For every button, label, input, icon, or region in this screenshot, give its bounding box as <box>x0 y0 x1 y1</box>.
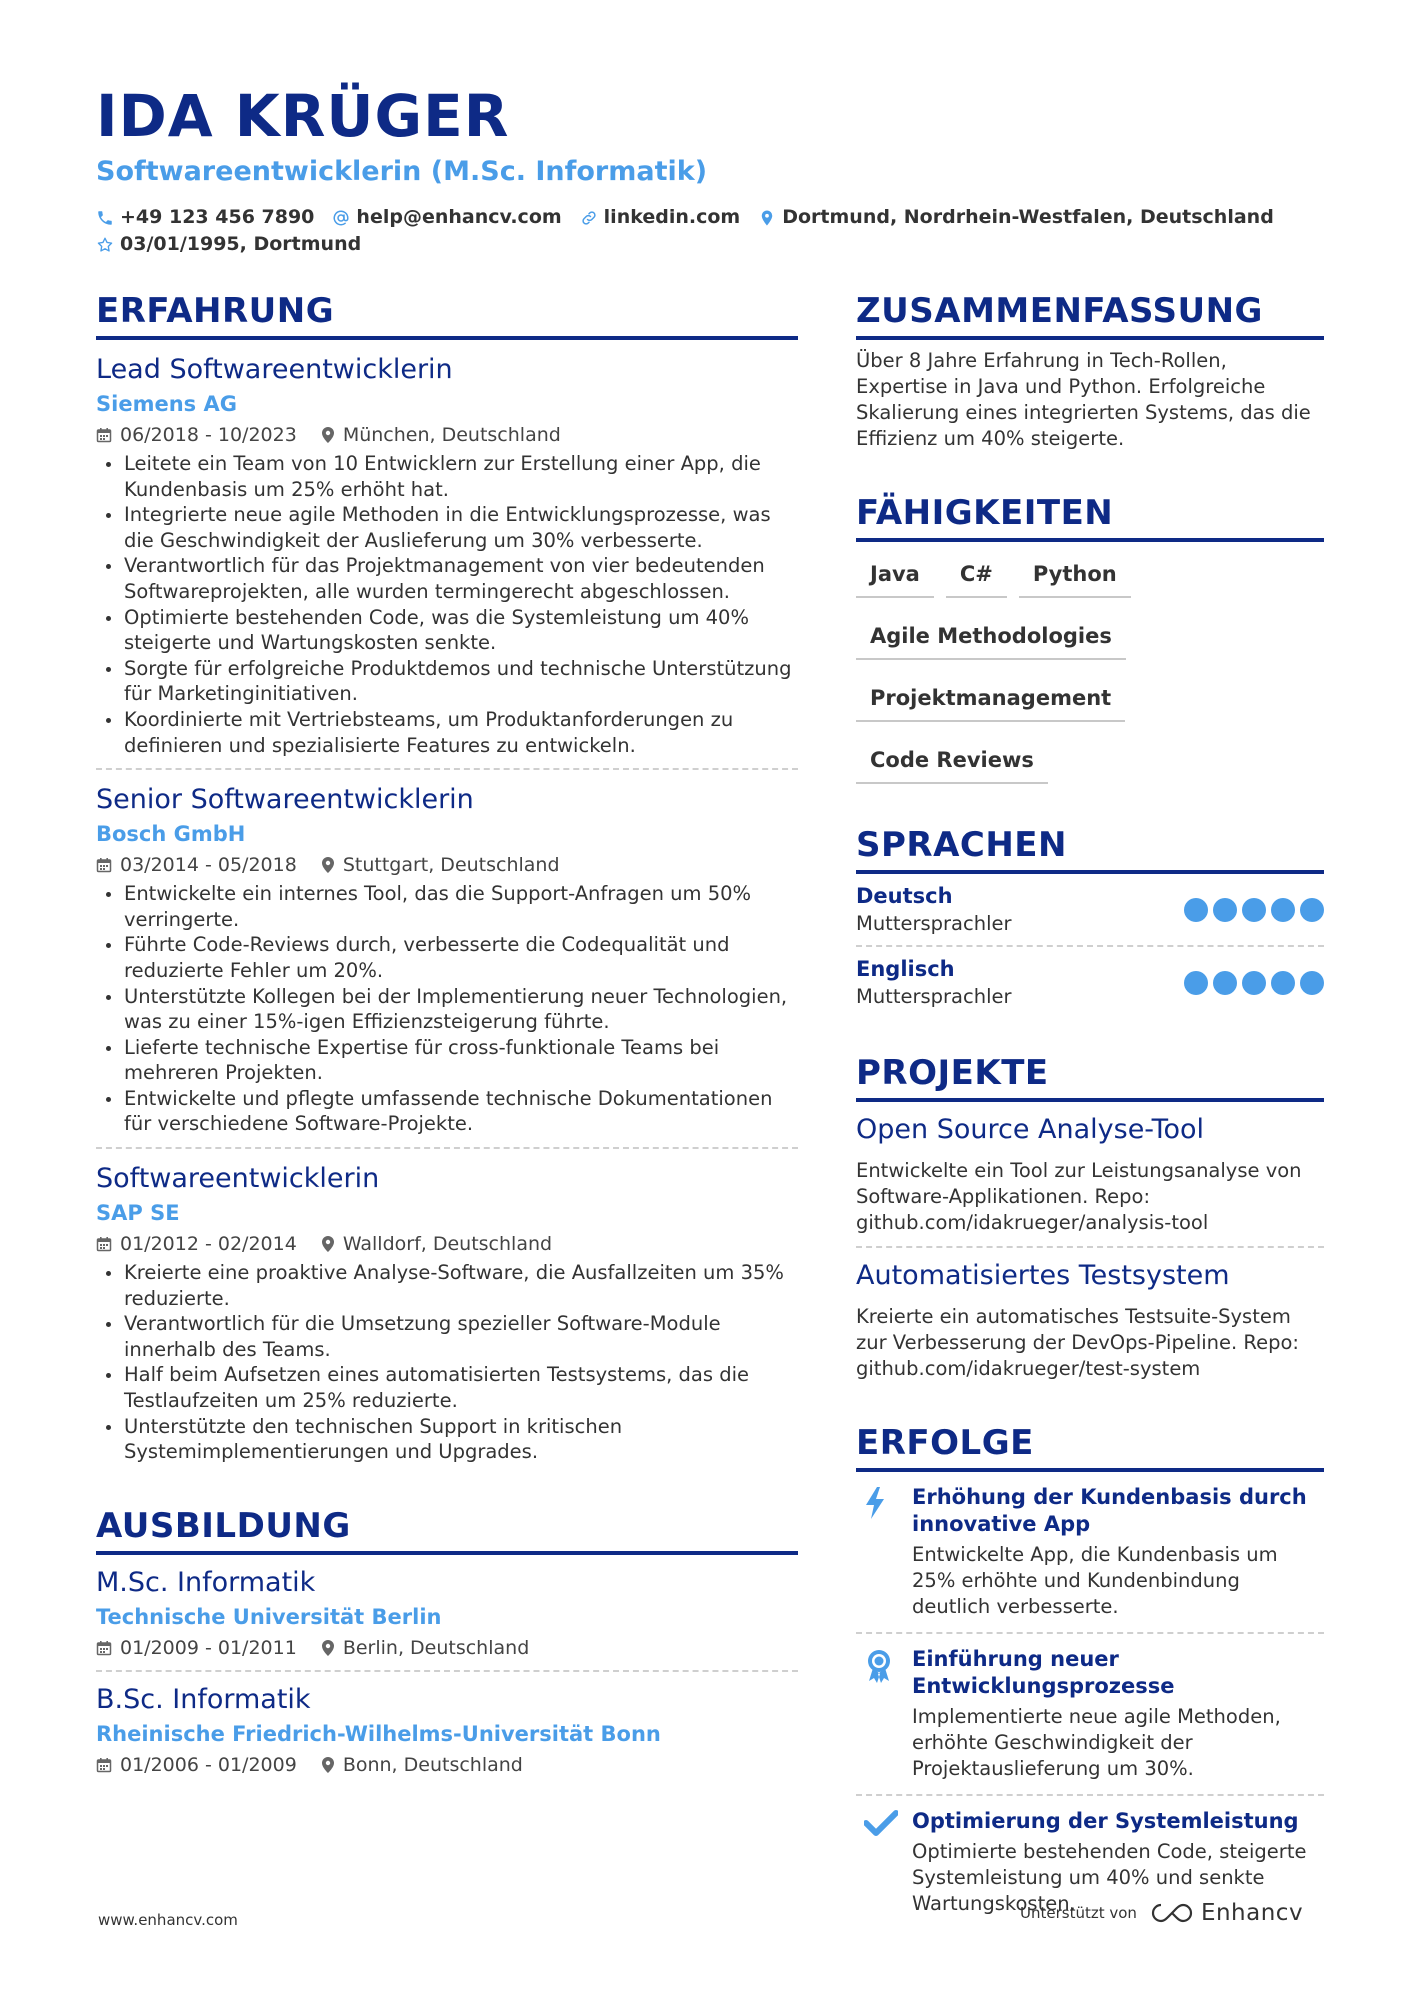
summary-text: Über 8 Jahre Erfahrung in Tech-Rollen, Expertise in Java und Python. Erfolgreiche Skalierung eines integrierten Systems, das die Effizienz um 40% steigerte. <box>856 349 1311 450</box>
right-column <box>856 290 1324 1929</box>
skill-tag: Code Reviews <box>856 740 1048 784</box>
link-icon <box>580 209 598 227</box>
project-title: Open Source Analyse-Tool <box>856 1114 1205 1145</box>
powered-by-label: Unterstützt von <box>1020 1904 1137 1922</box>
degree: B.Sc. Informatik <box>96 1683 311 1715</box>
language-item <box>856 874 1324 945</box>
project-title: Automatisiertes Testsystem <box>856 1260 1230 1291</box>
location-text: Dortmund, Nordrhein-Westfalen, Deutschland <box>782 206 1274 228</box>
project-description: Entwickelte ein Tool zur Leistungsanalyse von Software-Applikationen. Repo: github.com/idakrueger/analysis-tool <box>856 1159 1302 1234</box>
achievement-item <box>856 1472 1324 1632</box>
education-meta <box>96 1751 798 1779</box>
rating-dot <box>1300 898 1324 922</box>
email-text: help@enhancv.com <box>356 206 562 228</box>
achievement-title: Optimierung der Systemleistung <box>912 1809 1299 1833</box>
bullet-item: Unterstützte den technischen Support in kritischen Systemimplementierungen und Upgrades. <box>96 1414 798 1465</box>
summary-title: ZUSAMMENFASSUNG <box>856 290 1324 340</box>
achievement-title: Einführung neuer Entwicklungsprozesse <box>912 1647 1175 1698</box>
education-title: AUSBILDUNG <box>96 1505 798 1555</box>
enhancv-brand: Enhancv <box>1200 1900 1304 1926</box>
star-icon <box>96 236 114 254</box>
at-icon <box>332 209 350 227</box>
job-meta <box>96 421 798 449</box>
language-level: Muttersprachler <box>856 985 1012 1008</box>
rating-dot <box>1271 971 1295 995</box>
job-role: Senior Softwareentwicklerin <box>96 784 474 816</box>
skills-title: FÄHIGKEITEN <box>856 492 1324 542</box>
school: Technische Universität Berlin <box>96 1604 442 1629</box>
bullet-item: Führte Code-Reviews durch, verbesserte die Codequalität und reduzierte Fehler um 20%. <box>96 932 798 983</box>
enhancv-logo-icon <box>1149 1901 1195 1925</box>
job-company: Siemens AG <box>96 392 237 416</box>
job-bullets <box>96 1260 798 1465</box>
rating-dot <box>1213 971 1237 995</box>
bullet-item: Integrierte neue agile Methoden in die Entwicklungsprozesse, was die Geschwindigkeit der Auslieferung um 30% verbesserte. <box>96 502 798 553</box>
projects-title: PROJEKTE <box>856 1052 1324 1102</box>
contact-location <box>758 204 1274 231</box>
job-location: München, Deutschland <box>342 424 561 446</box>
rating-dot <box>1242 898 1266 922</box>
education-dates: 01/2009 - 01/2011 <box>120 1636 297 1659</box>
job-bullets <box>96 881 798 1137</box>
achievements-section <box>856 1422 1324 1929</box>
location-pin-icon <box>321 856 335 874</box>
education-item <box>96 1670 798 1779</box>
left-column <box>96 290 798 1779</box>
bullet-item: Lieferte technische Expertise für cross-funktionale Teams bei mehreren Projekten. <box>96 1035 798 1086</box>
contact-email[interactable] <box>332 204 561 231</box>
bullet-item: Verantwortlich für die Umsetzung spezieller Software-Module innerhalb des Teams. <box>96 1311 798 1362</box>
project-item <box>856 1246 1324 1382</box>
job-bullets <box>96 451 798 758</box>
calendar-icon <box>96 1236 112 1252</box>
job-location: Stuttgart, Deutschland <box>342 854 560 877</box>
location-pin-icon <box>321 426 335 444</box>
education-location: Bonn, Deutschland <box>342 1753 523 1776</box>
checkmark-icon <box>864 1810 898 1836</box>
job-dates: 03/2014 - 05/2018 <box>120 854 297 877</box>
job-dates: 01/2012 - 02/2014 <box>120 1233 297 1256</box>
bullet-item: Entwickelte ein internes Tool, das die Support-Anfragen um 50% verringerte. <box>96 881 798 932</box>
contact-linkedin[interactable] <box>580 204 741 231</box>
language-level: Muttersprachler <box>856 912 1012 935</box>
language-rating <box>1179 898 1324 922</box>
education-section <box>96 1505 798 1779</box>
experience-item <box>96 340 798 758</box>
bullet-item: Entwickelte und pflegte umfassende technische Dokumentationen für verschiedene Software-Projekte. <box>96 1086 798 1137</box>
bullet-item: Sorgte für erfolgreiche Produktdemos und technische Unterstützung für Marketinginitiativen. <box>96 656 798 707</box>
candidate-headline: Softwareentwicklerin (M.Sc. Informatik) <box>96 156 708 187</box>
footer-website[interactable]: www.enhancv.com <box>98 1911 238 1929</box>
rating-dot <box>1213 898 1237 922</box>
job-role: Lead Softwareentwicklerin <box>96 354 453 385</box>
bullet-item: Half beim Aufsetzen eines automatisierten Testsystems, das die Testlaufzeiten um 25% reduzierte. <box>96 1362 798 1413</box>
experience-item <box>96 768 798 1137</box>
achievements-title: ERFOLGE <box>856 1422 1324 1472</box>
achievement-description: Implementierte neue agile Methoden, erhöhte Geschwindigkeit der Projektauslieferung um 30%. <box>912 1705 1281 1780</box>
calendar-icon <box>96 1640 112 1656</box>
skills-section <box>856 492 1324 802</box>
language-name: Deutsch <box>856 884 953 908</box>
school: Rheinische Friedrich-Wilhelms-Universität Bonn <box>96 1721 661 1746</box>
candidate-name: IDA KRÜGER <box>96 82 510 150</box>
achievement-description: Entwickelte App, die Kundenbasis um 25% erhöhte und Kundenbindung deutlich verbesserte. <box>912 1543 1278 1618</box>
skill-tag: Java <box>856 554 934 598</box>
location-pin-icon <box>321 1756 335 1774</box>
calendar-icon <box>96 427 112 443</box>
job-meta <box>96 851 798 879</box>
rating-dot <box>1300 971 1324 995</box>
phone-text: +49 123 456 7890 <box>120 206 315 228</box>
job-location: Walldorf, Deutschland <box>342 1233 553 1256</box>
languages-title: SPRACHEN <box>856 824 1324 874</box>
contact-info <box>96 204 1326 258</box>
bullet-item: Koordinierte mit Vertriebsteams, um Produktanforderungen zu definieren und spezialisierte Features zu entwickeln. <box>96 707 798 758</box>
bullet-item: Kreierte eine proaktive Analyse-Software, die Ausfallzeiten um 35% reduzierte. <box>96 1260 798 1311</box>
contact-phone[interactable] <box>96 204 314 231</box>
rating-dot <box>1184 898 1208 922</box>
calendar-icon <box>96 1757 112 1773</box>
linkedin-text: linkedin.com <box>603 206 741 228</box>
rating-dot <box>1184 971 1208 995</box>
education-location: Berlin, Deutschland <box>342 1636 530 1659</box>
achievement-item <box>856 1632 1324 1794</box>
skill-tag: C# <box>946 554 1007 598</box>
achievement-description: Optimierte bestehenden Code, steigerte Systemleistung um 40% und senkte Wartungskosten. <box>912 1840 1307 1915</box>
job-dates: 06/2018 - 10/2023 <box>120 424 297 446</box>
experience-item <box>96 1147 798 1465</box>
bullet-item: Verantwortlich für das Projektmanagement von vier bedeutenden Softwareprojekten, alle wurden termingerecht abgeschlossen. <box>96 553 798 604</box>
location-pin-icon <box>321 1639 335 1657</box>
education-meta <box>96 1634 798 1662</box>
bullet-item: Unterstützte Kollegen bei der Implementierung neuer Technologien, was zu einer 15%-igen Effizienzsteigerung führte. <box>96 984 798 1035</box>
rating-dot <box>1271 898 1295 922</box>
experience-title: ERFAHRUNG <box>96 290 798 340</box>
calendar-icon <box>96 857 112 873</box>
footer-branding <box>1020 1900 1303 1926</box>
language-item <box>856 945 1324 1018</box>
job-meta <box>96 1230 798 1258</box>
phone-icon <box>96 209 114 227</box>
job-company: SAP SE <box>96 1201 180 1226</box>
birth-text: 03/01/1995, Dortmund <box>120 233 362 255</box>
job-role: Softwareentwicklerin <box>96 1163 380 1195</box>
rating-dot <box>1242 971 1266 995</box>
contact-birth <box>96 231 361 258</box>
education-dates: 01/2006 - 01/2009 <box>120 1753 297 1776</box>
language-name: Englisch <box>856 957 955 981</box>
skill-tag: Projektmanagement <box>856 678 1125 722</box>
project-description: Kreierte ein automatisches Testsuite-System zur Verbesserung der DevOps-Pipeline. Repo: github.com/idakrueger/test-system <box>856 1305 1299 1380</box>
bullet-item: Optimierte bestehenden Code, was die Systemleistung um 40% steigerte und Wartungskosten senkte. <box>96 605 798 656</box>
resume-header <box>96 80 1326 258</box>
lightning-icon <box>864 1486 886 1520</box>
languages-section <box>856 824 1324 1018</box>
skill-tag: Python <box>1019 554 1131 598</box>
bullet-item: Leitete ein Team von 10 Entwicklern zur Erstellung einer App, die Kundenbasis um 25% erhöht hat. <box>96 451 798 502</box>
education-item <box>96 1555 798 1662</box>
language-rating <box>1179 971 1324 995</box>
location-pin-icon <box>321 1235 335 1253</box>
projects-section <box>856 1052 1324 1382</box>
skills-list <box>856 554 1324 802</box>
degree: M.Sc. Informatik <box>96 1566 316 1598</box>
location-pin-icon <box>758 209 776 227</box>
award-icon <box>864 1648 894 1684</box>
project-item <box>856 1102 1324 1236</box>
skill-tag: Agile Methodologies <box>856 616 1126 660</box>
achievement-title: Erhöhung der Kundenbasis durch innovative App <box>912 1485 1307 1536</box>
job-company: Bosch GmbH <box>96 822 246 847</box>
